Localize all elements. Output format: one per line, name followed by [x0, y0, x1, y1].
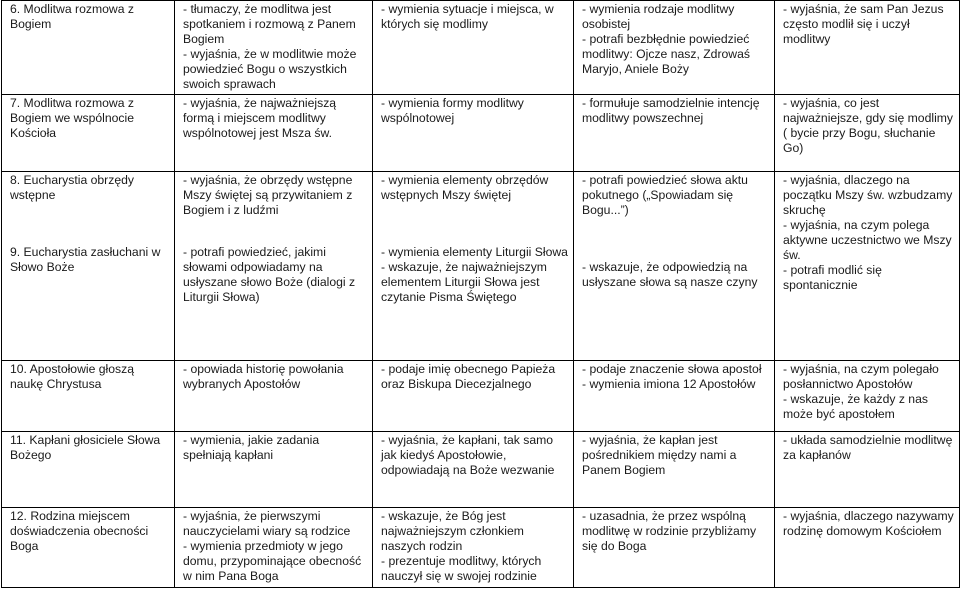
requirement-text: - wyjaśnia, że kapłani, tak samo jak kiedyś Apostołowie, odpowiadają na Boże wezwanie [381, 433, 555, 477]
requirement-cell [775, 172, 960, 361]
requirement-text: - potrafi bezbłędnie powiedzieć modlitwy: Ojcze nasz, Zdrowaś Maryjo, Aniele Boży [582, 32, 750, 76]
table-row [2, 1, 960, 95]
topic-text: 6. Modlitwa rozmowa z Bogiem [10, 2, 134, 31]
requirement-text: - podaje znaczenie słowa apostoł [582, 362, 762, 376]
requirement-cell [175, 432, 373, 508]
requirement-cell [373, 361, 574, 432]
requirement-text: - układa samodzielnie modlitwę za kapłanów [783, 433, 953, 462]
requirement-cell [574, 95, 775, 172]
requirement-text: - wskazuje, że odpowiedzią na usłyszane słowa są nasze czyny [582, 260, 758, 289]
topic-text: 9. Eucharystia zasłuchani w Słowo Boże [10, 245, 161, 274]
requirement-text: - wymienia sytuacje i miejsca, w których się modlimy [381, 2, 554, 31]
requirement-text: - wymienia elementy Liturgii Słowa [381, 245, 568, 259]
table-row [2, 172, 960, 361]
requirement-text: - wyjaśnia, co jest najważniejsze, gdy się modlimy ( bycie przy Bogu, słuchanie Go) [783, 96, 954, 155]
topic-cell [2, 432, 175, 508]
requirement-cell [175, 508, 373, 588]
requirement-text: - wymienia rodzaje modlitwy osobistej [582, 2, 735, 31]
requirement-text: - wymienia przedmioty w jego domu, przypominające obecność w nim Pana Boga [183, 539, 362, 583]
requirement-text: - potrafi powiedzieć, jakimi słowami odpowiadamy na usłyszane słowo Boże (dialogi z Liturgii Słowa) [183, 245, 356, 304]
topic-text: 12. Rodzina miejscem doświadczenia obecności Boga [10, 509, 149, 553]
requirement-text: - wyjaśnia, na czym polegało posłannictwo Apostołów [783, 362, 939, 391]
table-row [2, 361, 960, 432]
requirement-cell [574, 432, 775, 508]
requirement-cell [175, 361, 373, 432]
requirement-text: - formułuje samodzielnie intencję modlitwy powszechnej [582, 96, 760, 125]
requirement-text: - podaje imię obecnego Papieża oraz Biskupa Diecezjalnego [381, 362, 556, 391]
topic-text: 10. Apostołowie głoszą naukę Chrystusa [10, 362, 134, 391]
requirement-text: - wyjaśnia, dlaczego nazywamy rodzinę domowym Kościołem [783, 509, 954, 538]
requirement-cell [775, 361, 960, 432]
topic-text: 7. Modlitwa rozmowa z Bogiem we wspólnocie Kościoła [10, 96, 134, 140]
requirement-cell [373, 508, 574, 588]
requirement-text: - wskazuje, że Bóg jest najważniejszym członkiem naszych rodzin [381, 509, 524, 553]
requirement-cell [373, 172, 574, 361]
requirement-cell [574, 508, 775, 588]
requirement-text: - wymienia imiona 12 Apostołów [582, 377, 756, 391]
table-row [2, 95, 960, 172]
requirement-cell [775, 508, 960, 588]
requirement-text: - wyjaśnia, na czym polega aktywne uczestnictwo we Mszy św. [783, 218, 952, 262]
requirement-text: - wyjaśnia, że sam Pan Jezus często modlił się i uczył modlitwy [783, 2, 944, 46]
requirement-cell [373, 1, 574, 95]
topic-text: 11. Kapłani głosiciele Słowa Bożego [10, 433, 161, 462]
requirement-text: - prezentuje modlitwy, których nauczył się w swojej rodzinie [381, 554, 542, 583]
requirement-text: - wymienia formy modlitwy wspólnotowej [381, 96, 524, 125]
topic-cell [2, 361, 175, 432]
requirement-cell [574, 172, 775, 361]
requirement-cell [175, 172, 373, 361]
requirement-text: - uzasadnia, że przez wspólną modlitwę w rodzinie przybliżamy się do Boga [582, 509, 757, 553]
requirement-cell [175, 95, 373, 172]
curriculum-table [1, 0, 960, 588]
requirement-cell [373, 432, 574, 508]
topic-text: 8. Eucharystia obrzędy wstępne [10, 173, 134, 202]
requirement-cell [775, 432, 960, 508]
requirement-text: - opowiada historię powołania wybranych Apostołów [183, 362, 344, 391]
requirement-text: - wyjaśnia, że kapłan jest pośrednikiem między nami a Panem Bogiem [582, 433, 737, 477]
requirement-text: - potrafi modlić się spontanicznie [783, 263, 882, 292]
requirement-text: - wymienia, jakie zadania spełniają kapłani [183, 433, 320, 462]
requirement-text: - tłumaczy, że modlitwa jest spotkaniem i rozmową z Panem Bogiem [183, 2, 356, 46]
requirement-text: - wyjaśnia, że najważniejszą formą i miejscem modlitwy wspólnotowej jest Msza św. [183, 96, 337, 140]
topic-cell [2, 172, 175, 361]
requirement-cell [574, 1, 775, 95]
requirement-cell [775, 95, 960, 172]
requirement-text: - wyjaśnia, że obrzędy wstępne Mszy świętej są przywitaniem z Bogiem i z ludźmi [183, 173, 353, 217]
requirement-text: - wskazuje, że każdy z nas może być apostołem [783, 392, 928, 421]
requirement-text: - potrafi powiedzieć słowa aktu pokutnego („Spowiadam się Bogu...”) [582, 173, 748, 217]
requirement-text: - wyjaśnia, dlaczego na początku Mszy św. wzbudzamy skruchę [783, 173, 953, 217]
requirement-cell [775, 1, 960, 95]
requirement-cell [175, 1, 373, 95]
requirement-cell [373, 95, 574, 172]
table-row [2, 508, 960, 588]
requirement-text: - wymienia elementy obrzędów wstępnych Mszy świętej [381, 173, 549, 202]
requirement-text: - wyjaśnia, że w modlitwie może powiedzieć Bogu o wszystkich swoich sprawach [183, 47, 357, 91]
topic-cell [2, 508, 175, 588]
topic-cell [2, 1, 175, 95]
requirement-text: - wskazuje, że najważniejszym elementem Liturgii Słowa jest czytanie Pisma Świętego [381, 260, 547, 304]
requirement-cell [574, 361, 775, 432]
requirement-text: - wyjaśnia, że pierwszymi nauczycielami wiary są rodzice [183, 509, 351, 538]
table-row [2, 432, 960, 508]
topic-cell [2, 95, 175, 172]
